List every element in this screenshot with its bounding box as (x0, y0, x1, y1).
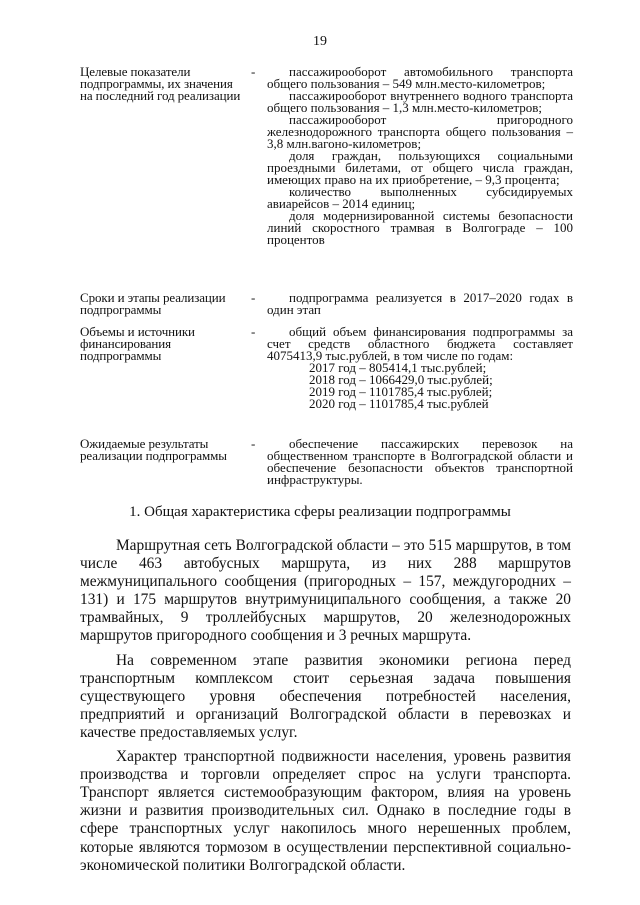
funding-year: 2019 год – 1101785,4 тыс.рублей; (309, 384, 493, 399)
value-paragraph: общий объем финансирования подпрограммы за счет средств областного бюджета составляет 4075413,9 тыс.рублей, в том числе по годам: (267, 324, 573, 363)
page-number: 19 (313, 34, 327, 49)
row-value (267, 292, 573, 316)
funding-year: 2020 год – 1101785,4 тыс.рублей (309, 396, 489, 411)
row-label: Целевые показатели подпрограммы, их значения на последний год реализации (80, 64, 241, 103)
section-heading: 1. Общая характеристика сферы реализации подпрограммы (129, 504, 511, 520)
body-paragraph: Характер транспортной подвижности населения, уровень развития производства и торговли определяет спрос на услуги транспорта. Транспорт является системообразующим фактором, влияя на уровень жизни и развития производительных сил. Однако в последние годы в сфере транспортных услуг накопилось много нерешенных проблем, которые являются тормозом в осуществлении перспективной социально-экономической политики Волгоградской области. (80, 748, 571, 874)
value-paragraph: подпрограмма реализуется в 2017–2020 годах в один этап (267, 290, 573, 317)
value-paragraph: пассажирооборот внутреннего водного транспорта общего пользования – 1,3 млн.место-километров; (267, 88, 573, 115)
row-dash: - (251, 324, 256, 339)
row-value (267, 326, 573, 410)
value-paragraph: обеспечение пассажирских перевозок на общественном транспорте в Волгоградской области и обеспечение безопасности объектов транспортной инфраструктуры. (267, 436, 573, 487)
section-body (80, 537, 571, 881)
value-paragraph: количество выполненных субсидируемых авиарейсов – 2014 единиц; (267, 184, 573, 211)
row-label: Объемы и источники финансирования подпрограммы (80, 324, 195, 363)
row-dash: - (251, 290, 256, 305)
passport-row-targets (80, 66, 580, 292)
passport-table (80, 66, 580, 488)
row-dash: - (251, 436, 256, 451)
passport-row-funding (80, 326, 580, 438)
row-label: Ожидаемые результаты реализации подпрограммы (80, 436, 227, 463)
row-dash: - (251, 64, 256, 79)
body-paragraph: Маршрутная сеть Волгоградской области – это 515 маршрутов, в том числе 463 автобусных маршрута, из них 288 маршрутов межмуниципального сообщения (пригородных – 157, междугородних – 131) и 175 маршрутов внутримуниципального сообщения, а также 20 трамвайных, 9 троллейбусных маршрутов, 20 железнодорожных маршрутов пригородного сообщения и 3 речных маршрута. (80, 537, 571, 645)
value-paragraph: доля модернизированной системы безопасности линий скоростного трамвая в Волгограде – 100 процентов (267, 208, 573, 247)
value-paragraph: доля граждан, пользующихся социальными проездными билетами, от общего числа граждан, имеющих право на их приобретение, – 9,3 процента; (267, 148, 573, 187)
passport-row-timeline (80, 292, 580, 326)
value-paragraph: пассажирооборот пригородного железнодорожного транспорта общего пользования – 3,8 млн.вагоно-километров; (267, 112, 573, 151)
row-label: Сроки и этапы реализации подпрограммы (80, 290, 226, 317)
funding-year: 2018 год – 1066429,0 тыс.рублей; (309, 372, 493, 387)
value-paragraph: пассажирооборот автомобильного транспорта общего пользования – 549 млн.место-километров; (267, 64, 573, 91)
row-value (267, 438, 573, 486)
passport-row-results (80, 438, 580, 488)
row-value (267, 66, 573, 246)
body-paragraph: На современном этапе развития экономики региона перед транспортным комплексом стоит серьезная задача повышения существующего уровня обеспечения потребностей населения, предприятий и организаций Волгоградской области в перевозках и качестве предоставляемых услуг. (80, 651, 571, 741)
funding-year: 2017 год – 805414,1 тыс.рублей; (309, 360, 487, 375)
